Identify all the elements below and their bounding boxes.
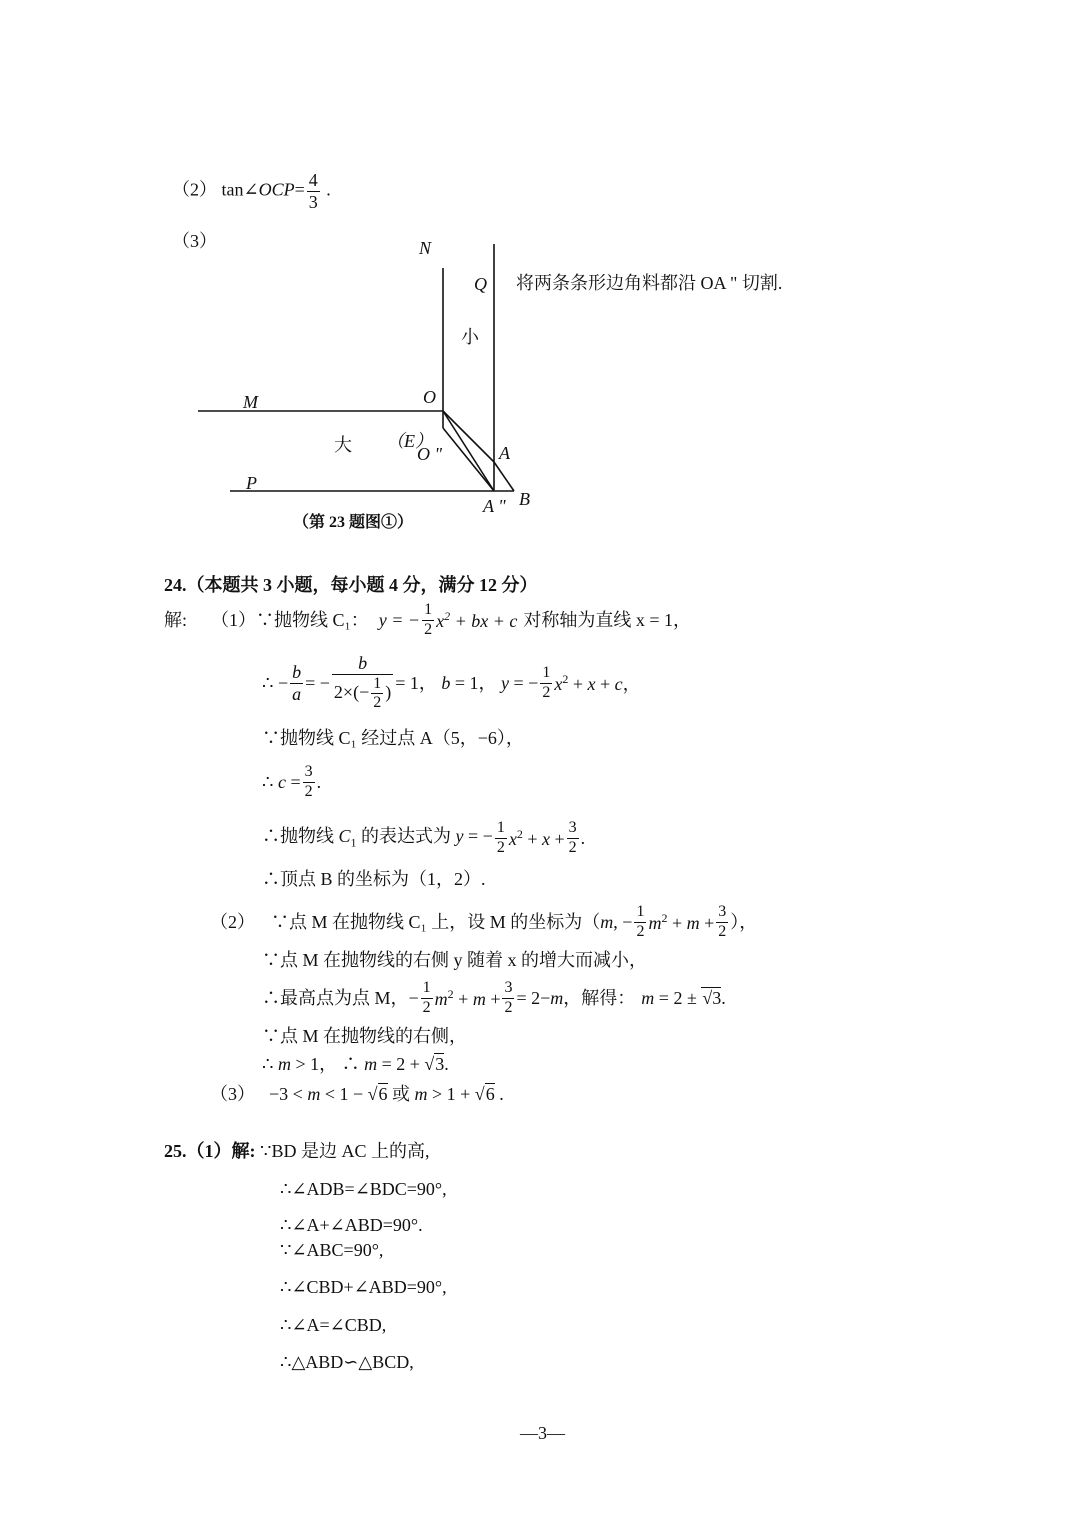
line-AB (494, 462, 514, 491)
numerator: 3 (567, 819, 579, 838)
numerator: 1 (495, 819, 507, 838)
denominator: 2 (504, 998, 513, 1016)
label-Q: Q (474, 274, 487, 294)
q25-l1: ∵BD 是边 AC 上的高, (260, 1141, 430, 1161)
formula: ∴ c = (262, 772, 301, 792)
fraction (502, 979, 514, 1017)
q24-part2-line1 (210, 900, 757, 944)
q24-p2-label: （2） (210, 912, 255, 932)
q24-part3-line (210, 1085, 504, 1103)
numerator: 3 (716, 903, 728, 922)
fraction (540, 664, 552, 702)
formula: $x^2 + x$ + (508, 827, 565, 849)
q24-p2-l3b: ，解得： (563, 988, 636, 1008)
numerator: 4 (308, 170, 318, 190)
q25-heading: 25.（1）解: (164, 1141, 256, 1161)
label-A2: A " (483, 496, 506, 516)
q24-l1-label: （1）∵抛物线 C₁： (211, 610, 369, 630)
page-number: —3— (520, 1423, 565, 1443)
formula: = 2−m (516, 988, 564, 1008)
q23-part2-var: OCP (258, 179, 295, 200)
label-M: M (243, 392, 258, 412)
q24-part2-line5: ∴ m > 1， ∴ m = 2 + √3. (262, 1054, 449, 1074)
period: . (326, 179, 331, 200)
denominator: 2 (304, 782, 313, 800)
formula: = 1， b = 1， y = − (395, 673, 539, 693)
numerator: 1 (421, 979, 433, 998)
label-N: N (419, 238, 432, 258)
q24-p2-l1: ∵点 M 在抛物线 C₁ 上，设 M 的坐标为 (271, 912, 583, 932)
q23-caption: （第 23 题图①） (293, 514, 414, 531)
q25-line4: ∵∠ABC=90°, (280, 1240, 384, 1260)
numerator: 1 (422, 601, 434, 620)
fraction (495, 819, 507, 857)
label-O: O (423, 387, 436, 407)
label-E: （E） (386, 431, 433, 451)
q25-line7: ∴△ABD∽△BCD, (280, 1352, 414, 1372)
fraction (567, 819, 579, 857)
formula: $x^2 + x + c$， (554, 672, 641, 694)
q24-p2-l3a: ∴最高点为点 M， (262, 988, 409, 1008)
q23-part2-expr: tan∠ (221, 179, 259, 200)
formula: ∴ − (262, 673, 289, 693)
denominator: 2 (373, 694, 382, 712)
fraction (422, 601, 434, 639)
denominator: 3 (308, 191, 318, 212)
fraction (290, 662, 303, 704)
q23-part2-label: （2） (172, 179, 217, 200)
q24-heading: 24.（本题共 3 小题，每小题 4 分，满分 12 分） (164, 575, 538, 595)
denominator: 2 (568, 838, 577, 856)
label-A: A (499, 443, 510, 463)
numerator: b (292, 661, 302, 682)
numerator: b (332, 653, 393, 675)
label-large: 大 (334, 435, 352, 455)
q24-p3-label: （3） (210, 1084, 255, 1104)
numerator: 1 (540, 664, 552, 683)
q25-line1 (164, 1142, 429, 1160)
q24-part2-line3 (262, 976, 726, 1020)
formula: （m, − (582, 912, 633, 932)
formula: $x^2$ + bx + c (436, 609, 518, 631)
denominator: a (292, 683, 302, 704)
q23-part3-label: （3） (172, 231, 217, 251)
fraction (303, 763, 315, 801)
numerator: 3 (303, 763, 315, 782)
formula: −3 < m < 1 − √6 或 m > 1 + √6 . (269, 1084, 504, 1104)
q24-l1-tail: 对称轴为直线 x = 1， (523, 610, 692, 630)
numerator: 1 (634, 903, 646, 922)
denominator: 2 (542, 683, 551, 701)
q25-line5: ∴∠CBD+∠ABD=90°, (280, 1277, 447, 1297)
formula: ∴抛物线 $C_1$ 的表达式为 y = − (262, 826, 493, 850)
formula: = − (305, 673, 330, 693)
q23-note: 将两条条形边角料都沿 OA " 切割. (516, 273, 783, 293)
denominator: 2 (422, 998, 431, 1016)
fraction (634, 903, 646, 941)
q25-line6: ∴∠A=∠CBD, (280, 1315, 387, 1335)
q24-line6: ∴顶点 B 的坐标为（1，2）. (262, 869, 486, 889)
fraction (421, 979, 433, 1017)
label-P: P (246, 473, 257, 493)
formula: . (316, 772, 322, 792)
q24-line4 (262, 760, 321, 804)
formula: − (408, 988, 419, 1008)
q25-line2: ∴∠ADB=∠BDC=90°, (280, 1179, 447, 1199)
formula: m = 2 ± √3. (641, 988, 726, 1008)
denominator: 2 (718, 922, 727, 940)
label-O2: O " (417, 444, 443, 464)
q24-part2-line2: ∵点 M 在抛物线的右侧 y 随着 x 的增大而减小， (262, 950, 648, 970)
fraction (371, 675, 383, 713)
fraction (716, 903, 728, 941)
q24-line1 (164, 600, 691, 640)
equals-sign: = (294, 179, 305, 200)
q25-line3: ∴∠A+∠ABD=90°. (280, 1215, 423, 1235)
denominator: 2×(− $\frac{1}{2}$ ) (333, 674, 392, 712)
formula: y = − (378, 610, 421, 630)
label-small: 小 (461, 327, 479, 347)
q24-line3: ∵抛物线 C₁ 经过点 A（5，−6）， (262, 728, 524, 748)
formula: $m^2 + m$ + (434, 987, 501, 1009)
q24-line5 (262, 816, 585, 860)
denominator: 2 (636, 922, 645, 940)
q24-line2 (262, 648, 641, 718)
denominator: 2 (496, 838, 505, 856)
formula: $m^2 + m$ + (648, 911, 715, 933)
q24-part2-line4: ∵点 M 在抛物线的右侧， (262, 1026, 468, 1046)
solve-label: 解: (164, 610, 188, 630)
formula: . (580, 828, 586, 848)
label-B: B (519, 489, 530, 509)
fraction (332, 653, 393, 712)
numerator: 3 (502, 979, 514, 998)
formula: ）， (730, 912, 758, 932)
numerator: 1 (371, 675, 383, 694)
line-OA2 (443, 411, 494, 491)
denominator: 2 (424, 620, 433, 638)
